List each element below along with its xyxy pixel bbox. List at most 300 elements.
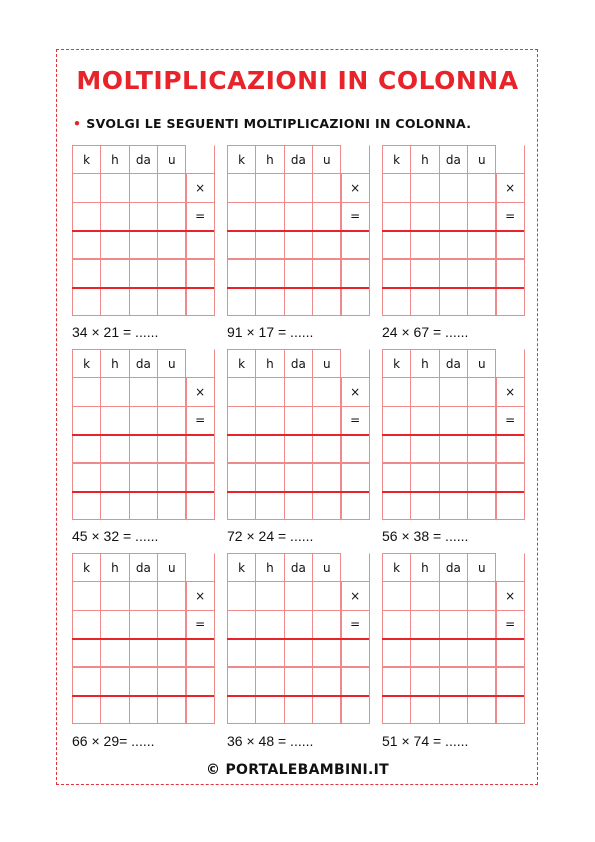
result-line [72,491,214,493]
digit-cell[interactable] [72,434,101,463]
digit-cell[interactable] [284,406,313,435]
digit-cell[interactable] [72,463,101,492]
digit-cell[interactable] [410,695,439,724]
digit-cell[interactable] [72,406,101,435]
empty-corner [341,349,370,378]
exercise-label: 24 × 67 = ...... [382,324,469,340]
digit-cell[interactable] [129,491,158,520]
digit-cell[interactable] [186,287,215,316]
digit-cell[interactable] [382,491,411,520]
digit-cell[interactable] [382,581,411,610]
digit-cell[interactable] [255,287,284,316]
digit-cell[interactable] [255,202,284,231]
digit-cell[interactable] [186,259,215,288]
result-line [382,230,524,232]
digit-cell[interactable] [382,434,411,463]
digit-cell[interactable] [467,259,496,288]
digit-cell[interactable] [467,230,496,259]
digit-cell[interactable] [312,259,341,288]
digit-cell[interactable] [439,173,468,202]
exercise-label: 56 × 38 = ...... [382,528,469,544]
place-value-header: u [157,145,186,174]
digit-cell[interactable] [129,202,158,231]
digit-cell[interactable] [100,491,129,520]
digit-cell[interactable] [100,638,129,667]
result-line [382,287,524,289]
digit-cell[interactable] [284,377,313,406]
digit-cell[interactable] [72,287,101,316]
digit-cell[interactable] [129,695,158,724]
digit-cell[interactable] [100,259,129,288]
digit-cell[interactable] [100,434,129,463]
digit-cell[interactable] [496,230,525,259]
empty-corner [341,145,370,174]
equals-sign: = [496,406,525,435]
digit-cell[interactable] [227,230,256,259]
digit-cell[interactable] [467,406,496,435]
digit-cell[interactable] [312,202,341,231]
place-value-header: h [100,349,129,378]
digit-cell[interactable] [72,377,101,406]
digit-cell[interactable] [496,287,525,316]
digit-cell[interactable] [186,463,215,492]
digit-cell[interactable] [255,259,284,288]
digit-cell[interactable] [100,610,129,639]
digit-cell[interactable] [157,610,186,639]
digit-cell[interactable] [439,610,468,639]
exercise-label: 45 × 32 = ...... [72,528,159,544]
digit-cell[interactable] [312,610,341,639]
digit-cell[interactable] [255,581,284,610]
digit-cell[interactable] [382,377,411,406]
digit-cell[interactable] [467,434,496,463]
empty-corner [496,553,525,582]
place-value-header: k [382,349,411,378]
digit-cell[interactable] [186,230,215,259]
digit-cell[interactable] [312,406,341,435]
equals-sign: = [186,610,215,639]
digit-cell[interactable] [129,610,158,639]
place-value-header: k [72,349,101,378]
digit-cell[interactable] [227,173,256,202]
digit-cell[interactable] [100,463,129,492]
digit-cell[interactable] [467,173,496,202]
place-value-header: u [467,553,496,582]
place-value-header: u [157,553,186,582]
result-line [227,287,369,289]
digit-cell[interactable] [467,463,496,492]
digit-cell[interactable] [496,695,525,724]
digit-cell[interactable] [227,667,256,696]
digit-cell[interactable] [284,610,313,639]
digit-cell[interactable] [186,491,215,520]
digit-cell[interactable] [129,667,158,696]
instruction [73,116,471,131]
place-value-header: u [312,349,341,378]
place-value-header: h [410,553,439,582]
digit-cell[interactable] [410,434,439,463]
digit-cell[interactable] [255,173,284,202]
digit-cell[interactable] [496,667,525,696]
digit-cell[interactable] [312,230,341,259]
digit-cell[interactable] [129,173,158,202]
equals-sign: = [341,406,370,435]
equals-sign: = [186,202,215,231]
digit-cell[interactable] [100,377,129,406]
digit-cell[interactable] [467,287,496,316]
digit-cell[interactable] [284,434,313,463]
result-line [382,638,524,640]
place-value-header: k [227,349,256,378]
digit-cell[interactable] [227,434,256,463]
empty-corner [341,553,370,582]
digit-cell[interactable] [157,377,186,406]
digit-cell[interactable] [100,695,129,724]
digit-cell[interactable] [312,287,341,316]
place-value-header: k [382,553,411,582]
column-grid [72,145,214,316]
digit-cell[interactable] [186,434,215,463]
digit-cell[interactable] [255,695,284,724]
digit-cell[interactable] [341,463,370,492]
digit-cell[interactable] [467,581,496,610]
digit-cell[interactable] [467,377,496,406]
times-sign: × [341,581,370,610]
digit-cell[interactable] [129,377,158,406]
digit-cell[interactable] [496,463,525,492]
digit-cell[interactable] [186,695,215,724]
place-value-header: k [72,145,101,174]
digit-cell[interactable] [284,259,313,288]
digit-cell[interactable] [100,667,129,696]
empty-corner [186,145,215,174]
digit-cell[interactable] [284,173,313,202]
digit-cell[interactable] [186,638,215,667]
place-value-header: da [284,145,313,174]
digit-cell[interactable] [255,491,284,520]
empty-corner [496,145,525,174]
result-line [227,434,369,436]
digit-cell[interactable] [157,491,186,520]
digit-cell[interactable] [382,202,411,231]
place-value-header: k [72,553,101,582]
column-grid [227,553,369,724]
digit-cell[interactable] [312,491,341,520]
digit-cell[interactable] [227,491,256,520]
place-value-header: k [227,553,256,582]
digit-cell[interactable] [72,491,101,520]
digit-cell[interactable] [72,695,101,724]
digit-cell[interactable] [284,638,313,667]
digit-cell[interactable] [439,463,468,492]
digit-cell[interactable] [312,667,341,696]
digit-cell[interactable] [72,230,101,259]
digit-cell[interactable] [439,230,468,259]
empty-corner [186,553,215,582]
place-value-header: da [284,349,313,378]
digit-cell[interactable] [410,638,439,667]
column-grid [382,349,524,520]
digit-cell[interactable] [186,667,215,696]
empty-corner [496,349,525,378]
digit-cell[interactable] [157,695,186,724]
equals-sign: = [186,406,215,435]
digit-cell[interactable] [284,581,313,610]
digit-cell[interactable] [255,638,284,667]
times-sign: × [186,173,215,202]
column-grid [227,145,369,316]
digit-cell[interactable] [410,581,439,610]
digit-cell[interactable] [382,406,411,435]
digit-cell[interactable] [72,667,101,696]
place-value-header: h [255,553,284,582]
digit-cell[interactable] [157,638,186,667]
digit-cell[interactable] [227,202,256,231]
digit-cell[interactable] [382,638,411,667]
column-grid [227,349,369,520]
digit-cell[interactable] [129,463,158,492]
digit-cell[interactable] [284,667,313,696]
digit-cell[interactable] [255,434,284,463]
digit-cell[interactable] [341,287,370,316]
digit-cell[interactable] [227,406,256,435]
digit-cell[interactable] [284,695,313,724]
exercise-label: 66 × 29= ...... [72,733,155,749]
digit-cell[interactable] [382,287,411,316]
digit-cell[interactable] [312,581,341,610]
result-line [382,695,524,697]
digit-cell[interactable] [255,610,284,639]
digit-cell[interactable] [382,695,411,724]
worksheet-title: MOLTIPLICAZIONI IN COLONNA [76,66,519,95]
digit-cell[interactable] [100,406,129,435]
digit-cell[interactable] [439,406,468,435]
digit-cell[interactable] [341,434,370,463]
digit-cell[interactable] [410,173,439,202]
digit-cell[interactable] [284,491,313,520]
digit-cell[interactable] [382,610,411,639]
digit-cell[interactable] [72,202,101,231]
digit-cell[interactable] [100,173,129,202]
digit-cell[interactable] [439,287,468,316]
digit-cell[interactable] [100,202,129,231]
place-value-header: h [255,145,284,174]
place-value-header: k [382,145,411,174]
digit-cell[interactable] [129,434,158,463]
place-value-header: h [410,145,439,174]
result-line [72,230,214,232]
digit-cell[interactable] [100,581,129,610]
digit-cell[interactable] [439,259,468,288]
times-sign: × [186,581,215,610]
digit-cell[interactable] [312,695,341,724]
empty-corner [186,349,215,378]
digit-cell[interactable] [341,491,370,520]
bullet-icon: • [73,116,82,131]
digit-cell[interactable] [227,259,256,288]
exercise-label: 36 × 48 = ...... [227,733,314,749]
digit-cell[interactable] [157,202,186,231]
result-line [227,491,369,493]
digit-cell[interactable] [72,610,101,639]
digit-cell[interactable] [157,434,186,463]
digit-cell[interactable] [341,695,370,724]
times-sign: × [186,377,215,406]
digit-cell[interactable] [410,287,439,316]
digit-cell[interactable] [312,463,341,492]
column-grid [382,145,524,316]
digit-cell[interactable] [72,259,101,288]
digit-cell[interactable] [382,463,411,492]
digit-cell[interactable] [227,695,256,724]
digit-cell[interactable] [129,287,158,316]
result-line [72,434,214,436]
digit-cell[interactable] [439,695,468,724]
digit-cell[interactable] [496,638,525,667]
digit-cell[interactable] [410,230,439,259]
exercise-label: 34 × 21 = ...... [72,324,159,340]
digit-cell[interactable] [382,667,411,696]
digit-cell[interactable] [157,287,186,316]
digit-cell[interactable] [382,259,411,288]
digit-cell[interactable] [157,581,186,610]
digit-cell[interactable] [284,463,313,492]
digit-cell[interactable] [284,230,313,259]
digit-cell[interactable] [100,287,129,316]
digit-cell[interactable] [129,230,158,259]
digit-cell[interactable] [129,259,158,288]
digit-cell[interactable] [72,581,101,610]
exercise-label: 51 × 74 = ...... [382,733,469,749]
digit-cell[interactable] [312,377,341,406]
digit-cell[interactable] [255,667,284,696]
instruction-text: SVOLGI LE SEGUENTI MOLTIPLICAZIONI IN COLONNA. [86,116,472,131]
digit-cell[interactable] [227,638,256,667]
digit-cell[interactable] [227,610,256,639]
digit-cell[interactable] [410,610,439,639]
digit-cell[interactable] [410,491,439,520]
digit-cell[interactable] [410,259,439,288]
digit-cell[interactable] [439,491,468,520]
result-line [227,638,369,640]
place-value-header: da [439,145,468,174]
digit-cell[interactable] [129,406,158,435]
place-value-header: h [255,349,284,378]
exercise-label: 91 × 17 = ...... [227,324,314,340]
digit-cell[interactable] [439,434,468,463]
digit-cell[interactable] [312,638,341,667]
place-value-header: da [129,553,158,582]
digit-cell[interactable] [227,463,256,492]
digit-cell[interactable] [467,491,496,520]
digit-cell[interactable] [382,173,411,202]
digit-cell[interactable] [439,581,468,610]
digit-cell[interactable] [439,667,468,696]
digit-cell[interactable] [467,610,496,639]
column-grid [72,553,214,724]
digit-cell[interactable] [496,491,525,520]
digit-cell[interactable] [227,581,256,610]
digit-cell[interactable] [72,173,101,202]
digit-cell[interactable] [341,667,370,696]
place-value-header: u [467,349,496,378]
times-sign: × [341,173,370,202]
digit-cell[interactable] [157,667,186,696]
digit-cell[interactable] [439,377,468,406]
digit-cell[interactable] [72,638,101,667]
digit-cell[interactable] [410,667,439,696]
digit-cell[interactable] [467,638,496,667]
digit-cell[interactable] [382,230,411,259]
column-grid [382,553,524,724]
place-value-header: h [100,145,129,174]
digit-cell[interactable] [467,695,496,724]
times-sign: × [496,581,525,610]
footer-credit: © PORTALEBAMBINI.IT [206,762,389,778]
digit-cell[interactable] [129,581,158,610]
digit-cell[interactable] [312,173,341,202]
digit-cell[interactable] [496,434,525,463]
result-line [72,695,214,697]
digit-cell[interactable] [255,230,284,259]
digit-cell[interactable] [312,434,341,463]
result-line [382,434,524,436]
digit-cell[interactable] [496,259,525,288]
digit-cell[interactable] [467,202,496,231]
place-value-header: da [439,349,468,378]
place-value-header: h [410,349,439,378]
digit-cell[interactable] [341,259,370,288]
place-value-header: u [312,553,341,582]
place-value-header: u [157,349,186,378]
digit-cell[interactable] [467,667,496,696]
digit-cell[interactable] [157,230,186,259]
digit-cell[interactable] [284,202,313,231]
digit-cell[interactable] [410,463,439,492]
digit-cell[interactable] [227,377,256,406]
digit-cell[interactable] [255,463,284,492]
digit-cell[interactable] [255,406,284,435]
digit-cell[interactable] [439,638,468,667]
digit-cell[interactable] [284,287,313,316]
place-value-header: h [100,553,129,582]
digit-cell[interactable] [157,173,186,202]
exercise-label: 72 × 24 = ...... [227,528,314,544]
digit-cell[interactable] [410,406,439,435]
column-grid [72,349,214,520]
equals-sign: = [341,202,370,231]
result-line [227,230,369,232]
digit-cell[interactable] [410,202,439,231]
digit-cell[interactable] [100,230,129,259]
digit-cell[interactable] [410,377,439,406]
digit-cell[interactable] [157,406,186,435]
result-line [382,491,524,493]
place-value-header: da [439,553,468,582]
digit-cell[interactable] [341,638,370,667]
result-line [72,638,214,640]
place-value-header: k [227,145,256,174]
digit-cell[interactable] [439,202,468,231]
digit-cell[interactable] [255,377,284,406]
digit-cell[interactable] [227,287,256,316]
digit-cell[interactable] [129,638,158,667]
digit-cell[interactable] [157,259,186,288]
digit-cell[interactable] [157,463,186,492]
times-sign: × [341,377,370,406]
equals-sign: = [496,202,525,231]
digit-cell[interactable] [341,230,370,259]
